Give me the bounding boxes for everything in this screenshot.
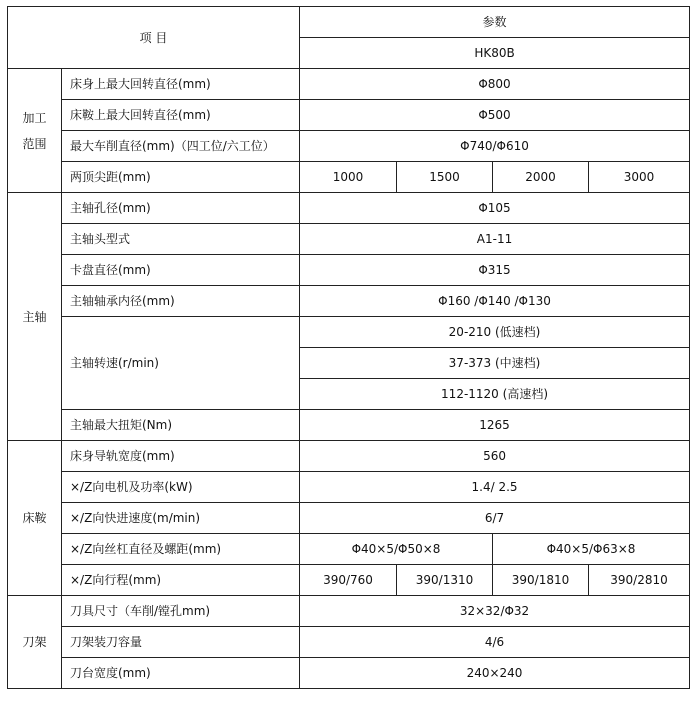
row-value: 3000 — [589, 162, 690, 193]
row-value: Φ740/Φ610 — [300, 131, 690, 162]
row-value: Φ105 — [300, 193, 690, 224]
row-value: 37-373 (中速档) — [300, 348, 690, 379]
table-row — [8, 472, 690, 503]
table-row — [8, 658, 690, 689]
table-row — [8, 162, 690, 193]
row-value: 390/1310 — [397, 565, 493, 596]
row-value: 240×240 — [300, 658, 690, 689]
table-row — [8, 193, 690, 224]
row-value: 6/7 — [300, 503, 690, 534]
table-row — [8, 503, 690, 534]
row-value: 20-210 (低速档) — [300, 317, 690, 348]
row-value: 112-1120 (高速档) — [300, 379, 690, 410]
table-row — [8, 410, 690, 441]
category-saddle: 床鞍 — [8, 441, 62, 596]
table-row — [8, 534, 690, 565]
item-header: 项 目 — [8, 7, 300, 69]
row-value: 390/2810 — [589, 565, 690, 596]
category-processing-range — [8, 69, 62, 193]
row-value: 390/1810 — [493, 565, 589, 596]
row-value: 1.4/ 2.5 — [300, 472, 690, 503]
row-label: ×/Z向丝杠直径及螺距(mm) — [62, 534, 300, 565]
row-label: 主轴最大扭矩(Nm) — [62, 410, 300, 441]
row-value: Φ800 — [300, 69, 690, 100]
row-value: Φ40×5/Φ63×8 — [493, 534, 690, 565]
table-row — [8, 441, 690, 472]
table-row — [8, 317, 690, 348]
table-row — [8, 627, 690, 658]
category-spindle: 主轴 — [8, 193, 62, 441]
category-line: 加工 — [22, 110, 47, 125]
row-value: 4/6 — [300, 627, 690, 658]
row-value: A1-11 — [300, 224, 690, 255]
row-label: 刀台宽度(mm) — [62, 658, 300, 689]
row-value: Φ40×5/Φ50×8 — [300, 534, 493, 565]
table-row — [8, 255, 690, 286]
row-label: 主轴转速(r/min) — [62, 317, 300, 410]
row-label: 主轴孔径(mm) — [62, 193, 300, 224]
row-label: 主轴轴承内径(mm) — [62, 286, 300, 317]
row-value: 32×32/Φ32 — [300, 596, 690, 627]
row-value: 2000 — [493, 162, 589, 193]
category-turret: 刀架 — [8, 596, 62, 689]
category-line: 范围 — [22, 136, 47, 151]
row-label: 床鞍上最大回转直径(mm) — [62, 100, 300, 131]
row-label: 床身导轨宽度(mm) — [62, 441, 300, 472]
table-row — [8, 100, 690, 131]
table-row — [8, 286, 690, 317]
row-label: 刀具尺寸（车削/镗孔mm) — [62, 596, 300, 627]
model-cell: HK80B — [300, 38, 690, 69]
header-row — [8, 7, 690, 38]
row-value: 560 — [300, 441, 690, 472]
row-value: 1500 — [397, 162, 493, 193]
table-row — [8, 69, 690, 100]
row-label: 两顶尖距(mm) — [62, 162, 300, 193]
row-label: 最大车削直径(mm)（四工位/六工位） — [62, 131, 300, 162]
row-label: 主轴头型式 — [62, 224, 300, 255]
row-value: Φ500 — [300, 100, 690, 131]
param-header: 参数 — [300, 7, 690, 38]
row-value: 1000 — [300, 162, 397, 193]
row-value: Φ315 — [300, 255, 690, 286]
row-label: 卡盘直径(mm) — [62, 255, 300, 286]
row-value: Φ160 /Φ140 /Φ130 — [300, 286, 690, 317]
table-row — [8, 224, 690, 255]
table-row — [8, 596, 690, 627]
table-row — [8, 131, 690, 162]
row-value: 390/760 — [300, 565, 397, 596]
row-label: ×/Z向电机及功率(kW) — [62, 472, 300, 503]
row-label: 床身上最大回转直径(mm) — [62, 69, 300, 100]
spec-table — [7, 6, 690, 689]
table-row — [8, 565, 690, 596]
row-value: 1265 — [300, 410, 690, 441]
row-label: ×/Z向行程(mm) — [62, 565, 300, 596]
row-label: 刀架装刀容量 — [62, 627, 300, 658]
row-label: ×/Z向快进速度(m/min) — [62, 503, 300, 534]
